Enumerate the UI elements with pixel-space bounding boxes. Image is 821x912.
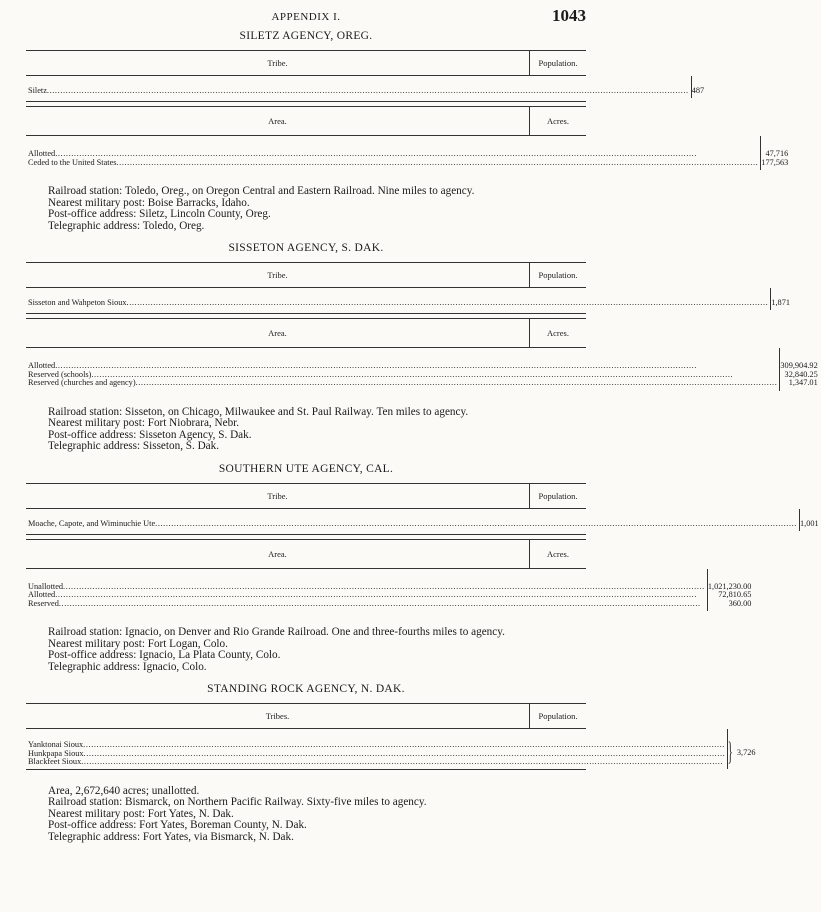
acres-header: Acres. [547,116,569,126]
appendix-title: APPENDIX I. [271,11,341,23]
acres-value: 72,810.65 [718,590,752,599]
table-row: Allotted ................................................................................................................................................................................................................................................ [28,590,698,599]
section-title: SISSETON AGENCY, S. DAK. [228,242,384,254]
military-post: Nearest military post: Fort Logan, Colo. [48,637,228,650]
section-standing-rock [26,683,756,843]
table-row: Ceded to the United States ................................................................................................................................................................................................................................................ [28,157,759,167]
table-row: Allotted ................................................................................................................................................................................................................................................ [28,149,698,158]
agency-info [26,627,586,673]
telegraphic-address: Telegraphic address: Ignacio, Colo. [48,660,207,673]
military-post: Nearest military post: Fort Niobrara, Nebr. [48,417,240,429]
area-name: Reserved (schools) [28,369,92,379]
post-office-address: Post-office address: Sisseton Agency, S. Dak. [48,428,252,441]
table-row: Sisseton and Wahpeton Sioux ................................................................................................................................................................................................................................................ [28,298,769,307]
table-row: Moache, Capote, and Wiminuchie Ute ................................................................................................................................................................................................................................................ [28,518,797,528]
acres-value: 309,904.92 [780,361,818,370]
table-row: Reserved (churches and agency) ................................................................................................................................................................................................................................................ [28,378,778,387]
table-row: Allotted ................................................................................................................................................................................................................................................ [28,361,698,370]
area-table [26,107,789,170]
tribe-name: Yanktonai Sioux [28,740,84,749]
railroad-station: Railroad station: Bismarck, on Northern Pacific Railway. Sixty-five miles to agency. [48,796,427,808]
acres-value: 177,563 [761,157,789,167]
acres-value: 32,840.25 [784,369,818,379]
population-value: 487 [691,86,705,95]
post-office-address: Post-office address: Fort Yates, Boreman County, N. Dak. [48,819,307,831]
table-row: Yanktonai Sioux ................................................................................................................................................................................................................................................ [28,740,725,749]
area-name: Reserved (churches and agency) [28,378,136,387]
section-sisseton [26,242,818,453]
table-row: Siletz ................................................................................................................................................................................................................................................ [28,86,689,95]
tribe-header: Tribe. [26,484,530,508]
military-post: Nearest military post: Boise Barracks, Idaho. [48,196,250,209]
post-office-address: Post-office address: Ignacio, La Plata County, Colo. [48,649,281,661]
area-name: Reserved [28,598,59,608]
section-title: STANDING ROCK AGENCY, N. DAK. [207,683,405,695]
tribe-name: Siletz [28,86,47,95]
agency-info [26,786,586,844]
area-header: Area. [26,319,530,347]
document-page [26,0,819,853]
tribe-table [26,703,756,770]
table-row: Reserved (schools) ................................................................................................................................................................................................................................................ [28,369,734,379]
area-name: Unallotted [28,581,64,591]
acres-value: 1,347.01 [788,378,818,387]
acres-header: Acres. [547,328,569,338]
acres-value: 1,021,230.00 [707,581,752,591]
area-table [26,540,752,612]
population-value: 1,871 [771,298,790,307]
population-header: Population. [538,711,578,721]
population-value: 3,726 [736,747,756,757]
table-row: Hunkpapa Sioux ................................................................................................................................................................................................................................................ [28,748,726,758]
tribe-name: Moache, Capote, and Wiminuchie Ute [28,518,156,528]
area-name: Allotted [28,590,56,599]
post-office-address: Post-office address: Siletz, Lincoln County, Oreg. [48,208,271,220]
telegraphic-address: Telegraphic address: Toledo, Oreg. [48,219,205,232]
railroad-station: Railroad station: Sisseton, on Chicago, Milwaukee and St. Paul Railway. Ten miles to agency. [48,405,469,418]
area-name: Allotted [28,361,56,370]
tribe-name: Blackfeet Sioux [28,757,82,766]
population-header: Population. [538,270,578,280]
railroad-station: Railroad station: Ignacio, on Denver and Rio Grande Railroad. One and three-fourths miles to agency. [48,626,505,638]
tribe-table [26,262,790,310]
population-header: Population. [538,58,578,68]
area-name: Ceded to the United States [28,157,117,167]
railroad-station: Railroad station: Toledo, Oreg., on Oregon Central and Eastern Railroad. Nine miles to agency. [48,185,475,197]
area-header: Area. [26,107,530,135]
agency-info [26,186,586,232]
tribe-name: Sisseton and Wahpeton Sioux [28,298,127,307]
acres-value: 47,716 [765,149,789,158]
tribe-table [26,483,819,531]
telegraphic-address: Telegraphic address: Fort Yates, via Bismarck, N. Dak. [48,830,294,843]
acres-header: Acres. [547,548,569,559]
area-note: Area, 2,672,640 acres; unallotted. [48,784,200,797]
tribe-name: Hunkpapa Sioux [28,748,84,758]
section-southern-ute [26,462,819,674]
table-row: Reserved ................................................................................................................................................................................................................................................ [28,598,701,608]
tribe-header: Tribe. [26,51,530,75]
running-header [26,0,586,24]
section-siletz [26,30,789,232]
population-value: 1,001 [799,518,819,528]
table-row: Blackfeet Sioux ................................................................................................................................................................................................................................................ [28,757,724,766]
tribe-header: Tribe. [26,263,530,287]
section-title: SILETZ AGENCY, OREG. [239,30,373,42]
page-number: 1043 [552,6,586,25]
agency-info [26,407,586,453]
acres-value: 360.00 [728,598,752,608]
telegraphic-address: Telegraphic address: Sisseton, S. Dak. [48,440,220,452]
military-post: Nearest military post: Fort Yates, N. Dak. [48,807,234,820]
area-name: Allotted [28,149,56,158]
area-table [26,319,818,391]
area-header: Area. [26,540,530,568]
section-title: SOUTHERN UTE AGENCY, CAL. [218,462,394,475]
table-row: Unallotted ................................................................................................................................................................................................................................................ [28,581,705,591]
tribe-header: Tribes. [26,704,530,728]
tribe-table [26,50,705,98]
brace-icon: } [728,737,734,767]
population-header: Population. [538,490,578,501]
